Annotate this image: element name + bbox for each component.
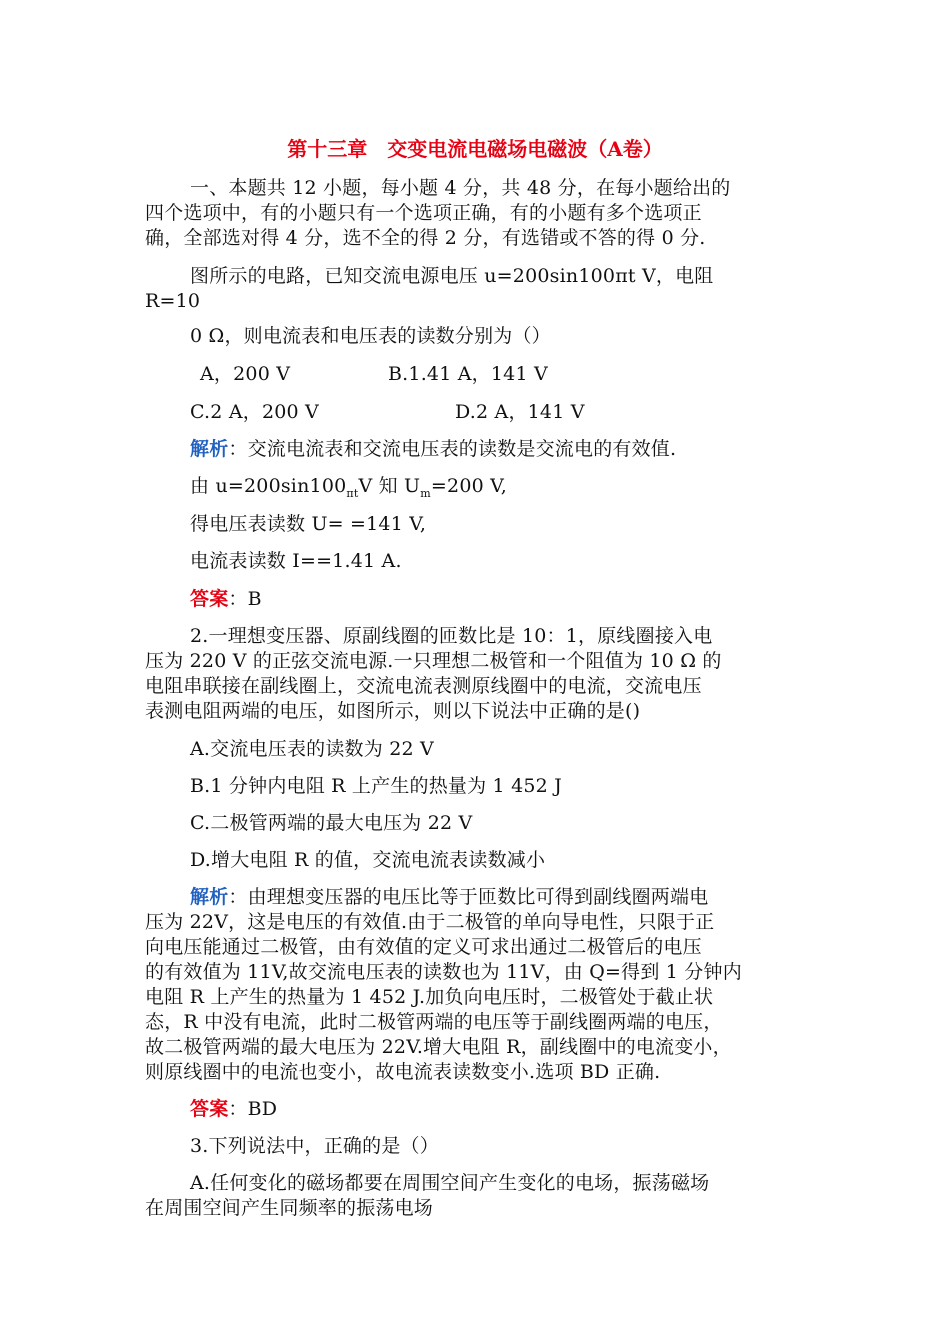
q1-option-b: B.1.41 A，141 V: [388, 363, 548, 385]
q3-stem: 3.下列说法中，正确的是（）: [190, 1135, 439, 1157]
q1-answer-text: ：B: [228, 588, 262, 610]
q1-formula-text: 由 u=200sin100: [190, 475, 347, 497]
q1-answer: [190, 587, 262, 611]
q1-analysis-text: ：交流电流表和交流电压表的读数是交流电的有效值.: [228, 438, 677, 460]
q3-option-a-line-1: A.任何变化的磁场都要在周围空间产生变化的电场，振荡磁场: [190, 1172, 710, 1194]
chapter-title: 第十三章 交变电流电磁场电磁波（A卷）: [287, 137, 663, 161]
q2-option-d: D.增大电阻 R 的值，交流电流表读数减小: [190, 849, 546, 871]
q2-stem-line-4: 表测电阻两端的电压，如图所示，则以下说法中正确的是(): [145, 700, 641, 722]
q1-analysis-line-2: [190, 474, 507, 498]
q2-analysis-line-6: 态，R 中没有电流，此时二极管两端的电压等于副线圈两端的电压，: [145, 1011, 723, 1033]
q2-answer-label: 答案: [190, 1098, 229, 1120]
q2-analysis-label: 解析: [190, 886, 229, 908]
q1-analysis-line-3: 得电压表读数 U= =141 V,: [190, 513, 427, 535]
q2-analysis: [190, 885, 708, 909]
q1-option-a: A，200 V: [200, 363, 291, 385]
q1-answer-label: 答案: [190, 588, 229, 610]
q2-answer-text: ：BD: [228, 1098, 278, 1120]
q1-formula-sub-m: m: [420, 486, 431, 500]
q2-answer: [190, 1097, 277, 1121]
q2-option-a: A.交流电压表的读数为 22 V: [190, 738, 434, 760]
q2-analysis-line-4: 的有效值为 11V,故交流电压表的读数也为 11V，由 Q=得到 1 分钟内: [145, 961, 742, 983]
intro-line-2: 四个选项中，有的小题只有一个选项正确，有的小题有多个选项正: [145, 202, 702, 224]
q1-formula-mid: V 知 U: [358, 475, 421, 497]
q2-stem-line-2: 压为 220 V 的正弦交流电源.一只理想二极管和一个阻值为 10 Ω 的: [145, 650, 722, 672]
q1-option-d: D.2 A，141 V: [455, 401, 585, 423]
q2-analysis-text: ：由理想变压器的电压比等于匝数比可得到副线圈两端电: [228, 886, 709, 908]
q2-option-b: B.1 分钟内电阻 R 上产生的热量为 1 452 J: [190, 775, 563, 797]
q2-analysis-line-2: 压为 22V，这是电压的有效值.由于二极管的单向导电性，只限于正: [145, 911, 715, 933]
q1-formula-sub-pi-t: πt: [346, 486, 359, 500]
q2-analysis-line-8: 则原线圈中的电流也变小，故电流表读数变小.选项 BD 正确.: [145, 1061, 661, 1083]
q2-analysis-line-3: 向电压能通过二极管，由有效值的定义可求出通过二极管后的电压: [145, 936, 702, 958]
q2-stem-line-3: 电阻串联接在副线圈上，交流电流表测原线圈中的电流，交流电压: [145, 675, 702, 697]
q1-formula-post: =200 V,: [430, 475, 507, 497]
q1-option-c: C.2 A，200 V: [190, 401, 319, 423]
q1-analysis: [190, 437, 676, 461]
q2-stem-line-1: 2.一理想变压器、原副线圈的匝数比是 10：1，原线圈接入电: [190, 625, 713, 647]
q1-analysis-line-4: 电流表读数 I==1.41 A.: [190, 550, 402, 572]
q2-analysis-line-7: 故二极管两端的最大电压为 22V.增大电阻 R，副线圈中的电流变小，: [145, 1036, 732, 1058]
q1-stem-line-2: R=10: [145, 290, 201, 312]
q1-stem-line-1: 图所示的电路，已知交流电源电压 u=200sin100πt V，电阻: [190, 265, 714, 287]
q2-analysis-line-5: 电阻 R 上产生的热量为 1 452 J.加负向电压时，二极管处于截止状: [145, 986, 714, 1008]
q3-option-a-line-2: 在周围空间产生同频率的振荡电场: [145, 1197, 434, 1219]
intro-line-3: 确，全部选对得 4 分，选不全的得 2 分，有选错或不答的得 0 分.: [145, 227, 706, 249]
intro-line-1: 一、本题共 12 小题，每小题 4 分，共 48 分，在每小题给出的: [190, 177, 731, 199]
q1-analysis-label: 解析: [190, 438, 229, 460]
q2-option-c: C.二极管两端的最大电压为 22 V: [190, 812, 473, 834]
q1-stem-line-3: 0 Ω，则电流表和电压表的读数分别为（）: [190, 325, 551, 347]
